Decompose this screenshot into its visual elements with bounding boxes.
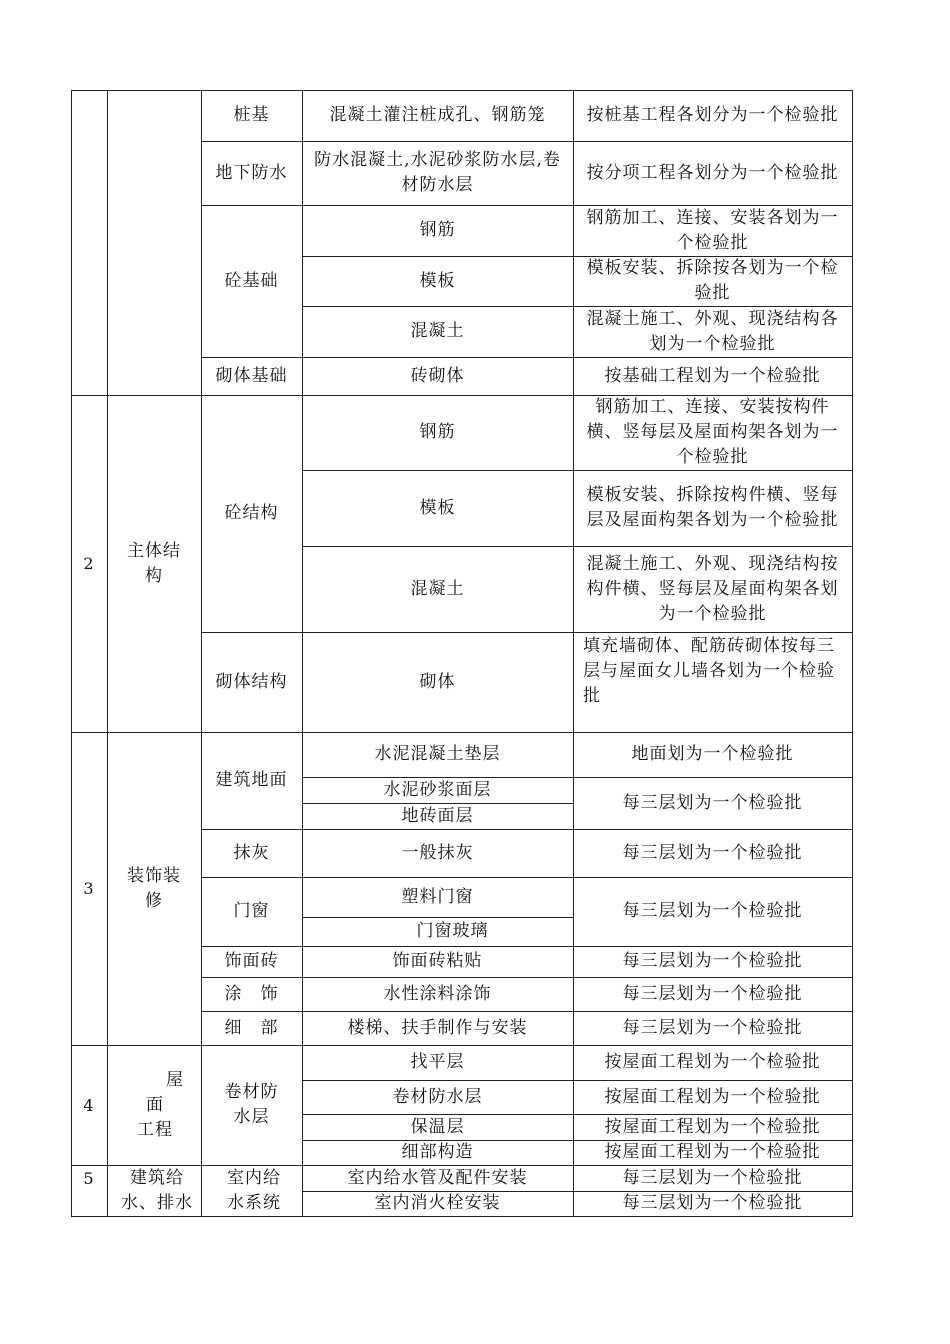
group3-title: 装饰装修: [127, 865, 181, 911]
struct-rebar-batch: 钢筋加工、连接、安装按构件横、竖每层及屋面构架各划为一个检验批: [586, 397, 839, 467]
paint-name: 涂 饰: [224, 983, 279, 1004]
masonry-name: 砌体基础: [215, 365, 288, 386]
floor-batch-1: 地面划为一个检验批: [631, 744, 794, 764]
water-name: 地下防水: [215, 162, 288, 183]
window-name: 门窗: [233, 901, 270, 921]
roof-item-3: 保温层: [410, 1116, 465, 1137]
water-sys-item-1: 室内给水管及配件安装: [347, 1167, 528, 1188]
window-item-1: 塑料门窗: [401, 886, 474, 907]
roof-item-2: 卷材防水层: [392, 1086, 483, 1107]
masonry-batch: 按基础工程划为一个检验批: [604, 365, 821, 386]
paint-batch: 每三层划为一个检验批: [622, 983, 803, 1004]
conc-concrete-batch: 混凝土施工、外观、现浇结构各划为一个检验批: [586, 308, 839, 354]
roof-item-1: 找平层: [410, 1052, 465, 1072]
pile-item: 混凝土灌注桩成孔、钢筋笼: [329, 105, 546, 125]
water-item: 防水混凝土,水泥砂浆防水层,卷材防水层: [314, 150, 561, 195]
struct-name: 砼结构: [224, 503, 279, 523]
tile-name: 饰面砖: [224, 951, 279, 971]
group5-title: 建筑给水、排水: [121, 1167, 193, 1213]
struct-masonry-name: 砌体结构: [215, 671, 288, 692]
pile-batch: 按桩基工程各划分为一个检验批: [586, 105, 839, 125]
floor-item-1: 水泥混凝土垫层: [374, 744, 501, 764]
floor-item-3: 地砖面层: [401, 805, 474, 826]
tile-batch: 每三层划为一个检验批: [622, 951, 803, 971]
tile-item: 饰面砖粘贴: [392, 951, 483, 971]
struct-masonry-batch: 填充墙砌体、配筋砖砌体按每三层与屋面女儿墙各划为一个检验批: [583, 636, 835, 706]
group2-number: 2: [83, 554, 95, 573]
masonry-item: 砖砌体: [410, 365, 465, 386]
roof-batch-4: 按屋面工程划为一个检验批: [604, 1142, 821, 1162]
paint-item: 水性涂料涂饰: [383, 983, 492, 1004]
conc-name: 砼基础: [224, 270, 279, 291]
struct-rebar: 钢筋: [419, 422, 456, 442]
roof-batch-3: 按屋面工程划为一个检验批: [604, 1116, 821, 1137]
conc-rebar: 钢筋: [419, 220, 456, 240]
group4-title-line3: 工程: [137, 1120, 173, 1140]
water-sys-batch-2: 每三层划为一个检验批: [622, 1193, 803, 1213]
group4-number: 4: [83, 1095, 95, 1115]
conc-form-batch: 模板安装、拆除按各划为一个检验批: [586, 258, 839, 303]
group5-number: 5: [83, 1168, 95, 1188]
group2-title: 主体结构: [127, 540, 181, 586]
detail-item: 楼梯、扶手制作与安装: [347, 1017, 528, 1038]
conc-form: 模板: [419, 270, 456, 291]
group4-title-line1: 屋: [166, 1070, 184, 1090]
water-sys-name: 室内给水系统: [227, 1167, 281, 1213]
window-batch: 每三层划为一个检验批: [622, 901, 803, 921]
floor-name: 建筑地面: [215, 770, 288, 790]
pile-name: 桩基: [233, 105, 270, 125]
struct-masonry: 砌体: [419, 671, 456, 692]
water-sys-batch-1: 每三层划为一个检验批: [622, 1167, 803, 1188]
group3-number: 3: [83, 879, 95, 898]
water-sys-item-2: 室内消火栓安装: [374, 1193, 501, 1213]
detail-name: 细 部: [224, 1017, 279, 1038]
roof-batch-2: 按屋面工程划为一个检验批: [604, 1086, 821, 1107]
plaster-batch: 每三层划为一个检验批: [622, 842, 803, 863]
struct-concrete-batch: 混凝土施工、外观、现浇结构按构件横、竖每层及屋面构架各划为一个检验批: [586, 553, 839, 624]
struct-form-batch: 模板安装、拆除按构件横、竖每层及屋面构架各划为一个检验批: [586, 485, 839, 530]
window-item-2: 门窗玻璃: [416, 921, 489, 941]
plaster-item: 一般抹灰: [401, 842, 474, 863]
struct-form: 模板: [419, 497, 456, 518]
struct-concrete: 混凝土: [410, 578, 465, 599]
water-batch: 按分项工程各划分为一个检验批: [586, 162, 839, 183]
roof-item-4: 细部构造: [401, 1142, 474, 1162]
group4-title-line2: 面: [146, 1095, 164, 1115]
conc-rebar-batch: 钢筋加工、连接、安装各划为一个检验批: [586, 207, 839, 253]
plaster-name: 抹灰: [233, 842, 270, 863]
floor-item-2: 水泥砂浆面层: [383, 779, 492, 800]
roof-name: 卷材防水层: [224, 1082, 279, 1127]
floor-batch-2: 每三层划为一个检验批: [622, 792, 803, 813]
roof-batch-1: 按屋面工程划为一个检验批: [604, 1052, 821, 1072]
detail-batch: 每三层划为一个检验批: [622, 1017, 803, 1038]
conc-concrete: 混凝土: [410, 321, 465, 341]
